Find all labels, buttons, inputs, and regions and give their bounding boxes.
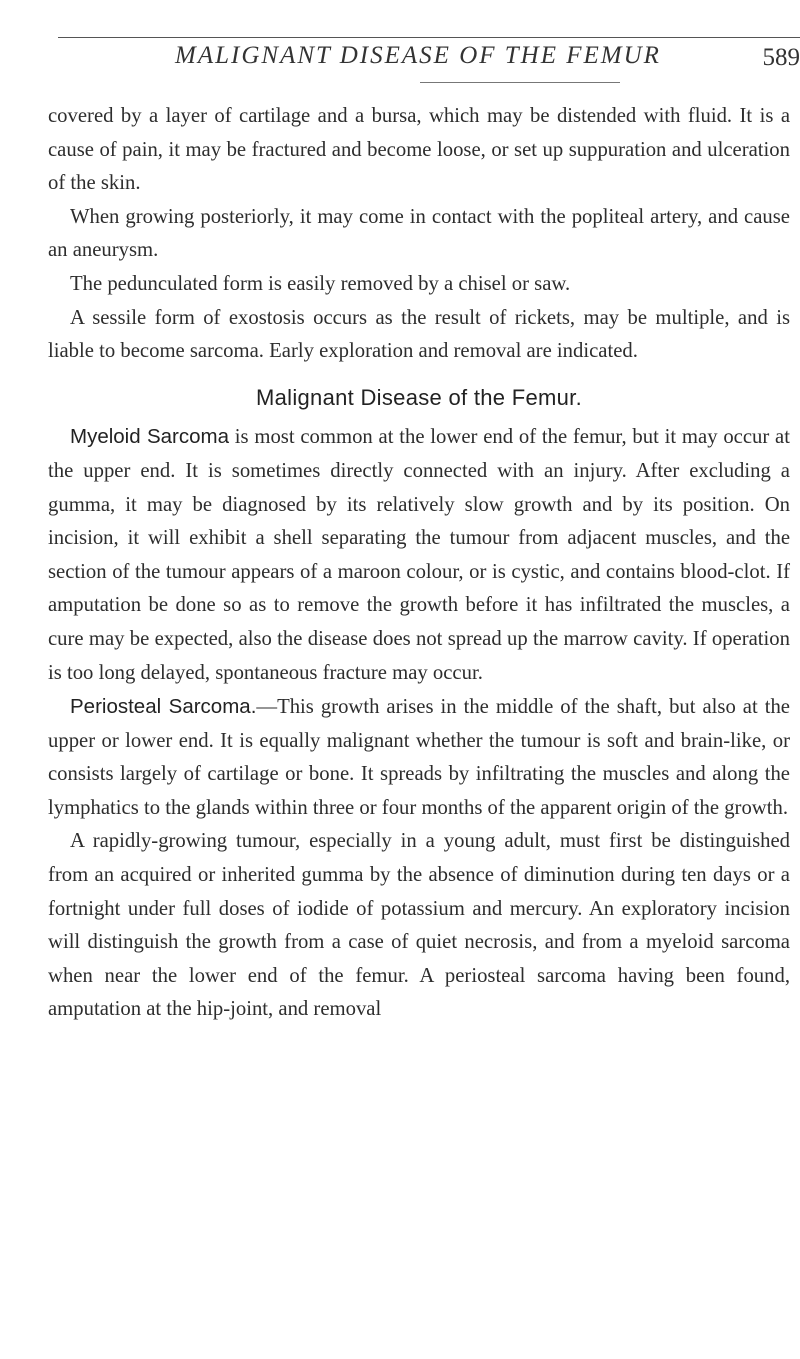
paragraph-pedunculated: The pedunculated form is easily removed by a chisel or saw. [70,272,571,295]
running-title: MALIGNANT DISEASE OF THE FEMUR [175,42,661,69]
body-text [48,100,790,1027]
paragraph-periosteal-text: —This growth arises in the middle of the shaft, but also at the upper or lower end. It is equally malignant whether the tumour is soft and brain-like, or consists largely of cartilage or bone. It spreads by infiltrating the muscles and along the lymphatics to the glands within three or four months of the apparent origin of the growth. [48,696,790,819]
paragraph-periosteal-sarcoma [48,690,790,825]
paragraph-myeloid-text: is most common at the lower end of the femur, but it may occur at the upper end. It is sometimes directly connected with an injury. After excluding a gumma, it may be diagnosed by its relatively slow growth and by its position. On incision, it will exhibit a shell separating the tumour from adjacent muscles, and the section of the tumour appears of a maroon colour, or is cystic, and contains blood-clot. If amputation be done so as to remove the growth before it has infiltrated the muscles, a cure may be expected, also the disease does not spread up the marrow cavity. If operation is too long delayed, spontaneous fracture may occur. [48,426,790,684]
paragraph-myeloid-sarcoma [48,420,790,690]
page-number: 589 [762,44,800,71]
runin-myeloid-sarcoma: Myeloid Sarcoma [70,425,229,449]
paragraph-rapidly-growing: A rapidly-growing tumour, especially in a young adult, must first be distinguished from an acquired or inherited gumma by the absence of diminution during ten days or a fortnight under full doses of iodide of potassium and mercury. An exploratory incision will distinguish the growth from a case of quiet necrosis, and from a myeloid sarcoma when near the lower end of the femur. A periosteal sarcoma having been found, amputation at the hip-joint, and removal [48,830,790,1021]
section-heading: Malignant Disease of the Femur. [255,384,582,410]
header-underline [420,82,620,83]
top-rule [58,37,800,38]
paragraph-sessile: A sessile form of exostosis occurs as the result of rickets, may be multiple, and is liable to become sarcoma. Early exploration and removal are indicated. [48,306,790,363]
paragraph-popliteal: When growing posteriorly, it may come in contact with the popliteal artery, and cause an aneurysm. [48,205,790,262]
runin-periosteal-sarcoma: Periosteal Sarcoma. [70,695,257,719]
running-head [58,42,800,80]
paragraph-continued: covered by a layer of cartilage and a bursa, which may be distended with fluid. It is a cause of pain, it may be fractured and become loose, or set up suppuration and ulceration of the skin. [48,105,790,195]
